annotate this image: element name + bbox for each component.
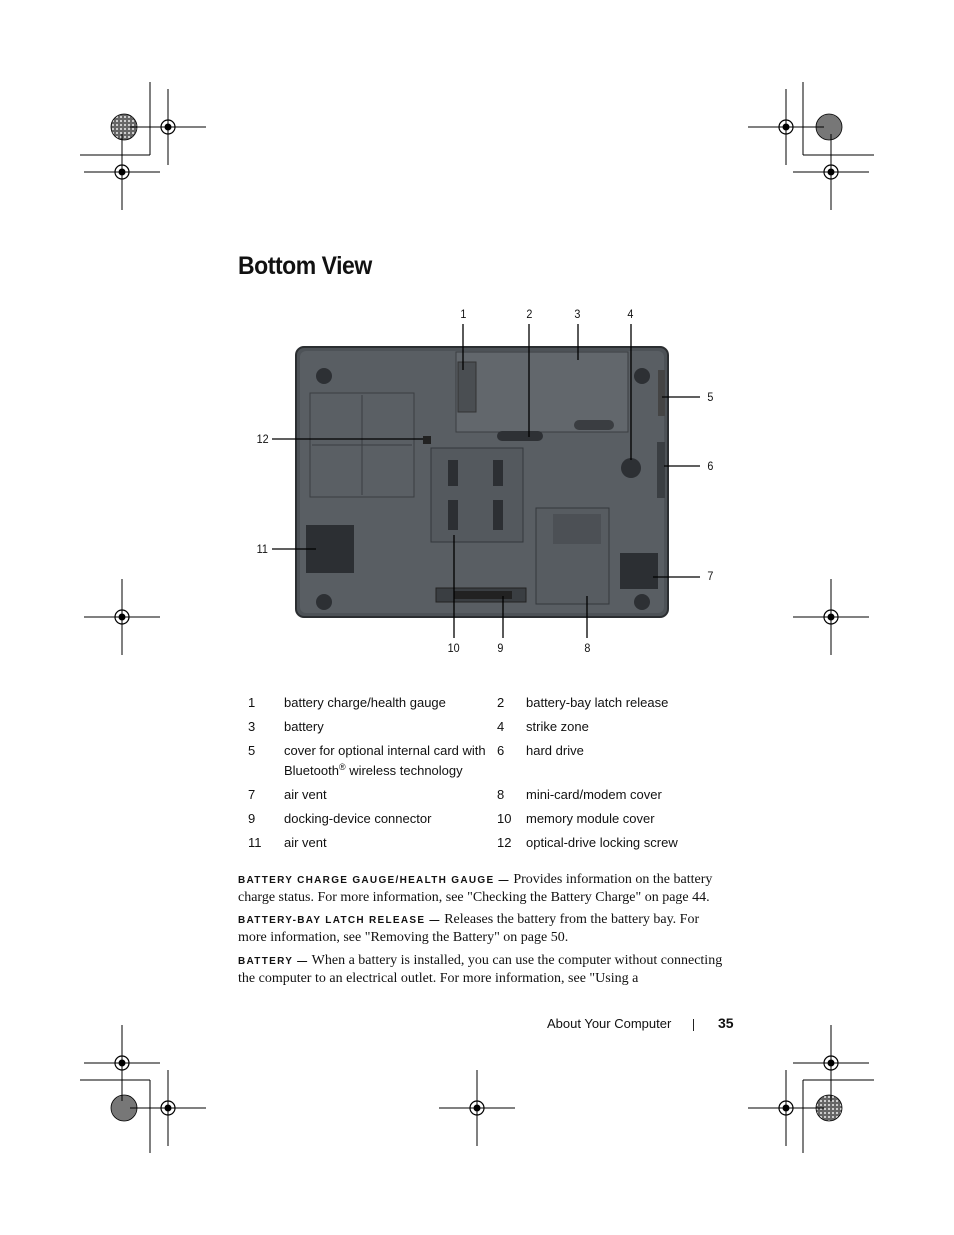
callout-legend-table — [240, 694, 720, 858]
callout-3: 3 — [574, 307, 581, 321]
description-battery-gauge: BATTERY CHARGE GAUGE/HEALTH GAUGE — Provides information on the battery charge status. For more information, see "Checking the Battery Charge" on page 44. — [238, 872, 713, 905]
callout-2: 2 — [526, 307, 533, 321]
page-title: Bottom View — [238, 252, 372, 280]
callout-1: 1 — [460, 307, 467, 321]
table-row: 9 docking-device connector 10 memory module cover — [248, 811, 655, 826]
callout-8: 8 — [584, 641, 591, 655]
registration-mark-icon — [130, 89, 206, 165]
registration-mark-icon — [84, 134, 160, 210]
table-row: 1 battery charge/health gauge 2 battery-bay latch release — [248, 695, 669, 710]
page-number: 35 — [718, 1015, 734, 1031]
description-battery-latch: BATTERY-BAY LATCH RELEASE — Releases the battery from the battery bay. For more information, see "Removing the Battery" on page 50. — [238, 912, 700, 945]
footer-section-title: About Your Computer — [547, 1016, 672, 1031]
callout-12: 12 — [256, 432, 269, 446]
footer-separator — [693, 1019, 694, 1031]
callout-6: 6 — [707, 459, 714, 473]
callout-9: 9 — [497, 641, 504, 655]
callout-4: 4 — [627, 307, 634, 321]
laptop-bottom-figure — [248, 300, 718, 665]
table-row: 3 battery 4 strike zone — [248, 719, 589, 734]
callout-10: 10 — [447, 641, 460, 655]
callout-11: 11 — [256, 542, 268, 556]
callout-7: 7 — [707, 569, 714, 583]
table-row: 5 cover for optional internal card with Bluetooth® wireless technology 6 hard drive — [248, 743, 584, 778]
table-row: 11 air vent 12 optical-drive locking screw — [248, 835, 678, 850]
laptop-bottom-illustration — [248, 300, 718, 665]
description-battery: BATTERY — When a battery is installed, you can use the computer without connecting the computer to an electrical outlet. For more information, see "Using a — [238, 953, 723, 986]
table-row: 7 air vent 8 mini-card/modem cover — [248, 787, 662, 802]
callout-5: 5 — [707, 390, 714, 404]
